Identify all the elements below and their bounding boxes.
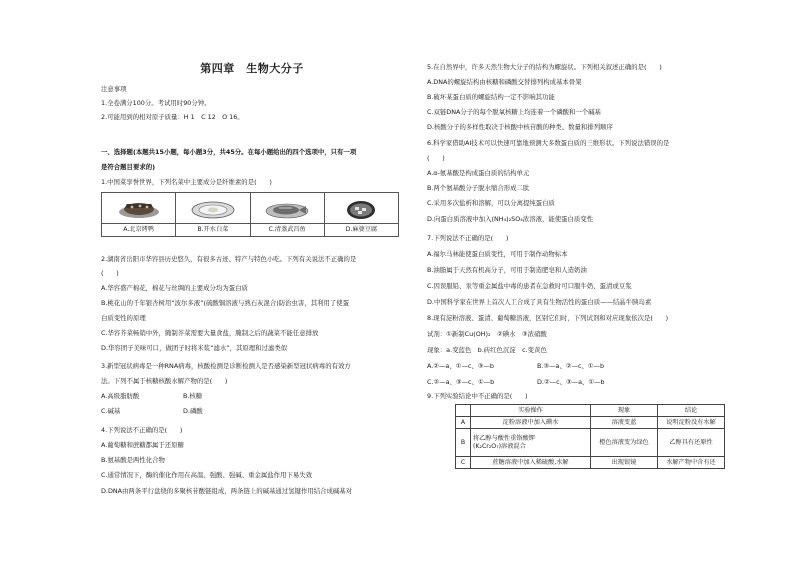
q5-option-d: D.核酸分子的多样性取决于核酸中核苷酸的种类、数量和排列顺序 (427, 123, 613, 131)
q2-option-d: D.华容团子美味可口，做团子时将米浆“滤水”，其原理和过滤类似 (101, 344, 288, 352)
q2-option-b-line2: 白质变性的原理 (101, 314, 146, 322)
q6-option-a: A.α-氨基酸是构成蛋白质的结构单元 (427, 169, 530, 177)
q1-option-d (324, 193, 398, 237)
note-1: 1.全卷满分100分。考试用时90分钟。 (101, 99, 211, 107)
q6-option-b: B.两个氨基酸分子脱水缩合形成二肽 (427, 184, 530, 192)
row-phenomenon: 出现银镜 (591, 457, 658, 469)
q4-option-c: C.通常情况下，酶的催化作用在高温、强酸、强碱、重金属盐作用下易失效 (101, 471, 312, 479)
table-header-blank (456, 405, 471, 417)
table-header-phenomenon: 现象 (591, 405, 658, 417)
q2-stem-line2: ( ) (101, 269, 119, 277)
q2-stem-line1: 2.湖南省岳阳市华容县历史悠久，有很多古迹、特产与特色小吃。下列有关说法不正确的是 (101, 255, 357, 263)
q1-option-c (250, 193, 324, 237)
q1-option-b (176, 193, 250, 237)
q6-stem-line1: 6.科学家借助AI技术可以快速可靠地预测大多数蛋白质的三维形状。下列说法错误的是 (427, 139, 670, 147)
table-header-operation: 实验操作 (471, 405, 591, 417)
q4-option-d: D.DNA由两条平行盘绕的多聚核苷酸链组成，两条链上的碱基通过氢键作用结合成碱基对 (101, 487, 353, 495)
q1-option-d-label: D.麻婆豆腐 (325, 223, 398, 235)
q8-option-c: C.②—a、③—c、①—b (427, 378, 495, 386)
q9-stem: 9.下列实验结论中不正确的是( ) (427, 392, 528, 400)
table-row (456, 457, 725, 469)
q6-option-d: D.向蛋白质溶液中加入(NH₄)₂SO₄浓溶液，能使蛋白质变性 (427, 215, 594, 223)
q5-option-b: B.破坏某蛋白质的螺旋结构一定不影响其功能 (427, 93, 555, 101)
table-row (456, 429, 725, 457)
q3-stem-line2: 法。下列不属于核糖核酸水解产物的是( ) (101, 377, 228, 385)
row-operation-line1: 将乙醇与酸性重铬酸钾 (473, 434, 535, 442)
row-operation (471, 429, 591, 457)
row-option: A (456, 417, 471, 429)
row-conclusion: 说明淀粉没有水解 (658, 417, 725, 429)
q7-option-c: C.因误服铅、汞等重金属盐中毒的患者在急救时可口服牛奶、蛋清或豆浆 (427, 282, 632, 290)
q3-option-c: C.碱基 (101, 407, 121, 415)
mapo-tofu-icon (338, 198, 384, 220)
q1-option-table (101, 192, 399, 237)
q4-option-b: B.氨基酸是两性化合物 (101, 456, 165, 464)
q2-option-c: C.华容芥菜畅销中外，腌制芥菜需要大量食盐，腌制之后的蔬菜不能任意排放 (101, 329, 319, 337)
row-operation: 淀粉溶液中加入碘水 (471, 417, 591, 429)
q4-stem: 4.下列说法不正确的是( ) (101, 426, 183, 434)
page-title: 第四章 生物大分子 (200, 62, 304, 75)
row-operation-line2: (K₂Cr₂O₇)溶液混合 (473, 442, 526, 450)
q7-option-d: D.中国科学家在世界上首次人工合成了具有生物活性的蛋白质——结晶牛胰岛素 (427, 298, 652, 306)
q8-option-b: B.③—a、②—c、①—b (537, 362, 605, 370)
q7-option-a: A.福尔马林能使蛋白质变性，可用于制作动物标本 (427, 250, 568, 258)
q7-option-b: B.油脂属于天然有机高分子，可用于制造肥皂和人造奶油 (427, 266, 587, 274)
q1-stem: 1.中国菜享誉世界，下列名菜中主要成分是纤维素的是( ) (101, 178, 272, 186)
q4-option-a: A.葡萄糖和蔗糖都属于还原糖 (101, 441, 184, 449)
table-header-conclusion: 结论 (658, 405, 725, 417)
q3-option-a: A.高级脂肪酸 (101, 392, 140, 400)
q1-option-a (102, 193, 176, 237)
q3-option-d: D.磷酸 (183, 407, 203, 415)
row-option: C (456, 457, 471, 469)
section-heading-line2: 是符合题目要求的) (101, 163, 156, 171)
q1-option-a-label: A.北京烤鸭 (102, 223, 175, 235)
q3-stem-line1: 3.新型冠状病毒是一种RNA病毒，核酸检测是诊断检测人是否感染新型冠状病毒的有效方 (101, 362, 351, 370)
section-heading-line1: 一、选择题(本题共15小题，每小题3分，共45分。在每小题给出的四个选项中，只有一项 (101, 148, 357, 156)
q2-option-a: A.华容盛产棉花，棉花与丝绸的主要成分均为蛋白质 (101, 284, 248, 292)
roast-duck-icon (116, 198, 162, 220)
cabbage-soup-icon (190, 198, 236, 220)
q5-option-a: A.DNA的螺旋结构由核糖和磷酸交替排列构成基本骨架 (427, 78, 582, 86)
q1-option-c-label: C.清蒸武昌鱼 (251, 223, 324, 235)
row-phenomenon: 橙色溶液变为绿色 (591, 429, 658, 457)
q8-phenomena: 现象：a.变蓝色 b.砖红色沉淀 c.变黄色 (427, 346, 547, 354)
table-header-row (456, 405, 725, 417)
q8-stem: 8.现有淀粉溶液、蛋清、葡萄糖溶液，区别它们时，下列试剂和对应现象依次是( ) (427, 314, 669, 322)
q1-option-b-label: B.开水白菜 (176, 223, 249, 235)
q6-option-c: C.采用多次盐析和溶解，可以分离提纯蛋白质 (427, 199, 555, 207)
q2-option-b-line1: B.桃花山的千年银杏树用“波尔多液”(硫酸铜溶液与熟石灰混合)防治虫害，其利用了使蛋 (101, 299, 350, 307)
q9-experiment-table (455, 404, 725, 469)
row-phenomenon: 溶液变蓝 (591, 417, 658, 429)
note-2: 2.可能用到的相对原子质量：H 1 C 12 O 16。 (101, 113, 244, 121)
row-operation: 蔗糖溶液中加入稀硫酸,水解 (471, 457, 591, 469)
steamed-fish-icon (264, 198, 310, 220)
row-conclusion: 乙醇具有还原性 (658, 429, 725, 457)
row-conclusion: 水解产物中含有还 (658, 457, 725, 469)
q7-stem: 7.下列说法不正确的是( ) (427, 234, 509, 242)
row-option: B (456, 429, 471, 457)
q5-option-c: C.双链DNA分子的每个脱氧核糖上均连着一个磷酸和一个碱基 (427, 108, 601, 116)
notes-heading: 注意事项 (101, 85, 127, 93)
q8-reagents: 试剂：①新制Cu(OH)₂ ②碘水 ③浓硝酸 (427, 330, 547, 338)
q8-option-d: D.②—c、③—a、①—b (537, 378, 605, 386)
q6-stem-line2: ( ) (427, 154, 445, 162)
q8-option-a: A.②—a、①—c、③—b (427, 362, 494, 370)
q3-option-b: B.核糖 (183, 392, 203, 400)
table-row (456, 417, 725, 429)
q5-stem: 5.在自然界中，许多天然生物大分子的结构为螺旋状。下列相关叙述正确的是( ) (427, 63, 662, 71)
